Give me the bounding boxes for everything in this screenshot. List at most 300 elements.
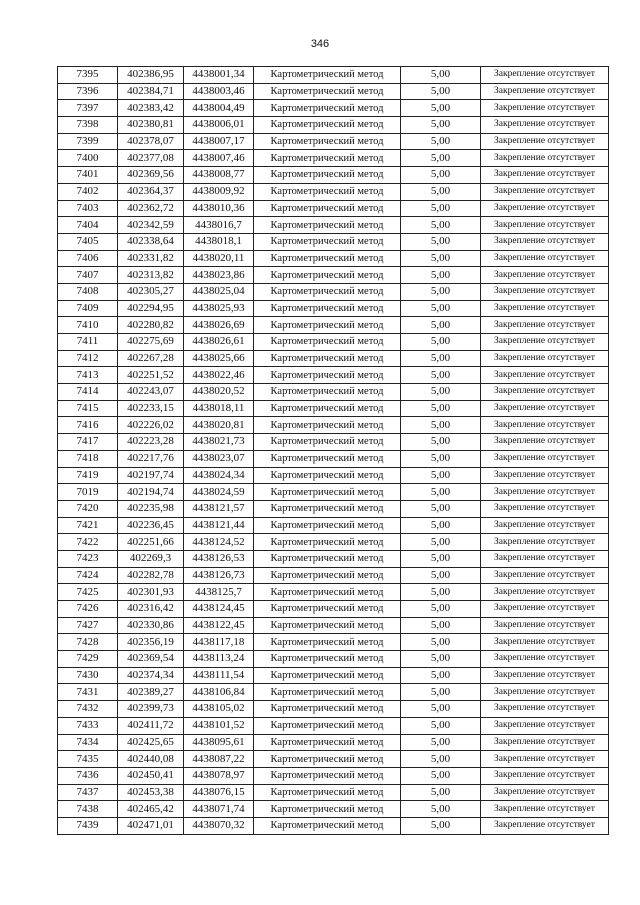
accuracy-cell: 5,00 [401,667,481,684]
method-cell: Картометрический метод [254,567,401,584]
table-row [58,117,609,134]
x-coordinate-cell: 402453,38 [118,784,184,801]
y-coordinate-cell: 4438010,36 [184,200,254,217]
table-row [58,267,609,284]
x-coordinate-cell: 402369,54 [118,651,184,668]
table-row [58,350,609,367]
table-row [58,100,609,117]
accuracy-cell: 5,00 [401,784,481,801]
method-cell: Картометрический метод [254,667,401,684]
table-row [58,617,609,634]
y-coordinate-cell: 4438020,11 [184,250,254,267]
x-coordinate-cell: 402235,98 [118,500,184,517]
point-number-cell: 7421 [58,517,118,534]
y-coordinate-cell: 4438101,52 [184,717,254,734]
fixation-cell: Закрепление отсутствует [481,167,609,184]
point-number-cell: 7402 [58,183,118,200]
y-coordinate-cell: 4438076,15 [184,784,254,801]
fixation-cell: Закрепление отсутствует [481,67,609,84]
fixation-cell: Закрепление отсутствует [481,350,609,367]
method-cell: Картометрический метод [254,334,401,351]
point-number-cell: 7419 [58,467,118,484]
fixation-cell: Закрепление отсутствует [481,651,609,668]
y-coordinate-cell: 4438023,07 [184,450,254,467]
y-coordinate-cell: 4438124,52 [184,534,254,551]
accuracy-cell: 5,00 [401,250,481,267]
fixation-cell: Закрепление отсутствует [481,634,609,651]
x-coordinate-cell: 402226,02 [118,417,184,434]
accuracy-cell: 5,00 [401,634,481,651]
point-number-cell: 7418 [58,450,118,467]
accuracy-cell: 5,00 [401,150,481,167]
accuracy-cell: 5,00 [401,334,481,351]
y-coordinate-cell: 4438124,45 [184,601,254,618]
x-coordinate-cell: 402384,71 [118,83,184,100]
y-coordinate-cell: 4438126,73 [184,567,254,584]
method-cell: Картометрический метод [254,684,401,701]
point-number-cell: 7427 [58,617,118,634]
point-number-cell: 7437 [58,784,118,801]
accuracy-cell: 5,00 [401,450,481,467]
fixation-cell: Закрепление отсутствует [481,534,609,551]
x-coordinate-cell: 402374,34 [118,667,184,684]
method-cell: Картометрический метод [254,250,401,267]
accuracy-cell: 5,00 [401,283,481,300]
x-coordinate-cell: 402356,19 [118,634,184,651]
method-cell: Картометрический метод [254,801,401,818]
method-cell: Картометрический метод [254,434,401,451]
y-coordinate-cell: 4438023,86 [184,267,254,284]
accuracy-cell: 5,00 [401,133,481,150]
accuracy-cell: 5,00 [401,651,481,668]
fixation-cell: Закрепление отсутствует [481,801,609,818]
y-coordinate-cell: 4438024,59 [184,484,254,501]
point-number-cell: 7019 [58,484,118,501]
y-coordinate-cell: 4438024,34 [184,467,254,484]
point-number-cell: 7404 [58,217,118,234]
point-number-cell: 7405 [58,233,118,250]
x-coordinate-cell: 402386,95 [118,67,184,84]
point-number-cell: 7434 [58,734,118,751]
table-row [58,667,609,684]
method-cell: Картометрический метод [254,534,401,551]
fixation-cell: Закрепление отсутствует [481,150,609,167]
method-cell: Картометрический метод [254,767,401,784]
fixation-cell: Закрепление отсутствует [481,584,609,601]
fixation-cell: Закрепление отсутствует [481,417,609,434]
method-cell: Картометрический метод [254,784,401,801]
point-number-cell: 7408 [58,283,118,300]
x-coordinate-cell: 402331,82 [118,250,184,267]
y-coordinate-cell: 4438095,61 [184,734,254,751]
point-number-cell: 7425 [58,584,118,601]
method-cell: Картометрический метод [254,217,401,234]
table-row [58,467,609,484]
method-cell: Картометрический метод [254,283,401,300]
table-row [58,717,609,734]
accuracy-cell: 5,00 [401,167,481,184]
accuracy-cell: 5,00 [401,100,481,117]
table-row [58,634,609,651]
fixation-cell: Закрепление отсутствует [481,617,609,634]
table-row [58,701,609,718]
y-coordinate-cell: 4438009,92 [184,183,254,200]
fixation-cell: Закрепление отсутствует [481,817,609,834]
y-coordinate-cell: 4438105,02 [184,701,254,718]
point-number-cell: 7401 [58,167,118,184]
method-cell: Картометрический метод [254,817,401,834]
table-row [58,684,609,701]
fixation-cell: Закрепление отсутствует [481,450,609,467]
accuracy-cell: 5,00 [401,217,481,234]
fixation-cell: Закрепление отсутствует [481,734,609,751]
table-row [58,567,609,584]
table-body [58,67,609,835]
method-cell: Картометрический метод [254,601,401,618]
table-row [58,601,609,618]
fixation-cell: Закрепление отсутствует [481,400,609,417]
method-cell: Картометрический метод [254,167,401,184]
y-coordinate-cell: 4438022,46 [184,367,254,384]
method-cell: Картометрический метод [254,117,401,134]
table-row [58,801,609,818]
point-number-cell: 7430 [58,667,118,684]
point-number-cell: 7436 [58,767,118,784]
fixation-cell: Закрепление отсутствует [481,751,609,768]
fixation-cell: Закрепление отсутствует [481,550,609,567]
fixation-cell: Закрепление отсутствует [481,701,609,718]
table-row [58,67,609,84]
method-cell: Картометрический метод [254,617,401,634]
y-coordinate-cell: 4438018,11 [184,400,254,417]
fixation-cell: Закрепление отсутствует [481,283,609,300]
method-cell: Картометрический метод [254,751,401,768]
accuracy-cell: 5,00 [401,500,481,517]
point-number-cell: 7422 [58,534,118,551]
table-row [58,167,609,184]
accuracy-cell: 5,00 [401,367,481,384]
point-number-cell: 7416 [58,417,118,434]
accuracy-cell: 5,00 [401,350,481,367]
table-row [58,534,609,551]
x-coordinate-cell: 402389,27 [118,684,184,701]
x-coordinate-cell: 402217,76 [118,450,184,467]
x-coordinate-cell: 402330,86 [118,617,184,634]
method-cell: Картометрический метод [254,467,401,484]
table-row [58,283,609,300]
table-row [58,784,609,801]
method-cell: Картометрический метод [254,67,401,84]
x-coordinate-cell: 402440,08 [118,751,184,768]
method-cell: Картометрический метод [254,484,401,501]
point-number-cell: 7415 [58,400,118,417]
accuracy-cell: 5,00 [401,417,481,434]
accuracy-cell: 5,00 [401,200,481,217]
y-coordinate-cell: 4438016,7 [184,217,254,234]
method-cell: Картометрический метод [254,267,401,284]
accuracy-cell: 5,00 [401,183,481,200]
fixation-cell: Закрепление отсутствует [481,217,609,234]
accuracy-cell: 5,00 [401,467,481,484]
point-number-cell: 7410 [58,317,118,334]
y-coordinate-cell: 4438113,24 [184,651,254,668]
table-row [58,367,609,384]
fixation-cell: Закрепление отсутствует [481,200,609,217]
y-coordinate-cell: 4438018,1 [184,233,254,250]
point-number-cell: 7439 [58,817,118,834]
method-cell: Картометрический метод [254,651,401,668]
fixation-cell: Закрепление отсутствует [481,467,609,484]
x-coordinate-cell: 402294,95 [118,300,184,317]
point-number-cell: 7428 [58,634,118,651]
point-number-cell: 7409 [58,300,118,317]
fixation-cell: Закрепление отсутствует [481,334,609,351]
fixation-cell: Закрепление отсутствует [481,434,609,451]
point-number-cell: 7411 [58,334,118,351]
x-coordinate-cell: 402305,27 [118,283,184,300]
x-coordinate-cell: 402399,73 [118,701,184,718]
point-number-cell: 7414 [58,384,118,401]
fixation-cell: Закрепление отсутствует [481,317,609,334]
y-coordinate-cell: 4438070,32 [184,817,254,834]
y-coordinate-cell: 4438122,45 [184,617,254,634]
fixation-cell: Закрепление отсутствует [481,667,609,684]
method-cell: Картометрический метод [254,701,401,718]
fixation-cell: Закрепление отсутствует [481,117,609,134]
x-coordinate-cell: 402342,59 [118,217,184,234]
y-coordinate-cell: 4438004,49 [184,100,254,117]
y-coordinate-cell: 4438007,17 [184,133,254,150]
fixation-cell: Закрепление отсутствует [481,500,609,517]
accuracy-cell: 5,00 [401,617,481,634]
y-coordinate-cell: 4438025,04 [184,283,254,300]
x-coordinate-cell: 402383,42 [118,100,184,117]
method-cell: Картометрический метод [254,350,401,367]
point-number-cell: 7429 [58,651,118,668]
method-cell: Картометрический метод [254,584,401,601]
accuracy-cell: 5,00 [401,801,481,818]
x-coordinate-cell: 402380,81 [118,117,184,134]
x-coordinate-cell: 402411,72 [118,717,184,734]
method-cell: Картометрический метод [254,133,401,150]
point-number-cell: 7406 [58,250,118,267]
accuracy-cell: 5,00 [401,717,481,734]
x-coordinate-cell: 402251,52 [118,367,184,384]
point-number-cell: 7426 [58,601,118,618]
y-coordinate-cell: 4438008,77 [184,167,254,184]
x-coordinate-cell: 402280,82 [118,317,184,334]
accuracy-cell: 5,00 [401,400,481,417]
x-coordinate-cell: 402313,82 [118,267,184,284]
x-coordinate-cell: 402425,65 [118,734,184,751]
table-row [58,217,609,234]
table-row [58,400,609,417]
table-row [58,517,609,534]
fixation-cell: Закрепление отсутствует [481,100,609,117]
accuracy-cell: 5,00 [401,83,481,100]
fixation-cell: Закрепление отсутствует [481,517,609,534]
table-row [58,183,609,200]
y-coordinate-cell: 4438003,46 [184,83,254,100]
accuracy-cell: 5,00 [401,767,481,784]
table-row [58,317,609,334]
coordinates-table [57,66,609,835]
fixation-cell: Закрепление отсутствует [481,684,609,701]
point-number-cell: 7438 [58,801,118,818]
fixation-cell: Закрепление отсутствует [481,484,609,501]
method-cell: Картометрический метод [254,450,401,467]
method-cell: Картометрический метод [254,367,401,384]
y-coordinate-cell: 4438121,57 [184,500,254,517]
point-number-cell: 7398 [58,117,118,134]
accuracy-cell: 5,00 [401,550,481,567]
table-row [58,334,609,351]
fixation-cell: Закрепление отсутствует [481,601,609,618]
x-coordinate-cell: 402364,37 [118,183,184,200]
y-coordinate-cell: 4438111,54 [184,667,254,684]
y-coordinate-cell: 4438071,74 [184,801,254,818]
fixation-cell: Закрепление отсутствует [481,384,609,401]
x-coordinate-cell: 402471,01 [118,817,184,834]
fixation-cell: Закрепление отсутствует [481,717,609,734]
point-number-cell: 7412 [58,350,118,367]
accuracy-cell: 5,00 [401,317,481,334]
y-coordinate-cell: 4438020,81 [184,417,254,434]
table-row [58,384,609,401]
method-cell: Картометрический метод [254,200,401,217]
fixation-cell: Закрепление отсутствует [481,567,609,584]
table-row [58,83,609,100]
point-number-cell: 7400 [58,150,118,167]
point-number-cell: 7407 [58,267,118,284]
table-row [58,417,609,434]
table-row [58,751,609,768]
x-coordinate-cell: 402362,72 [118,200,184,217]
x-coordinate-cell: 402465,42 [118,801,184,818]
x-coordinate-cell: 402338,64 [118,233,184,250]
y-coordinate-cell: 4438106,84 [184,684,254,701]
table-row [58,500,609,517]
accuracy-cell: 5,00 [401,434,481,451]
y-coordinate-cell: 4438117,18 [184,634,254,651]
x-coordinate-cell: 402243,07 [118,384,184,401]
point-number-cell: 7397 [58,100,118,117]
fixation-cell: Закрепление отсутствует [481,267,609,284]
table-row [58,300,609,317]
accuracy-cell: 5,00 [401,684,481,701]
x-coordinate-cell: 402267,28 [118,350,184,367]
point-number-cell: 7435 [58,751,118,768]
method-cell: Картометрический метод [254,517,401,534]
table-row [58,484,609,501]
point-number-cell: 7417 [58,434,118,451]
accuracy-cell: 5,00 [401,300,481,317]
accuracy-cell: 5,00 [401,734,481,751]
x-coordinate-cell: 402450,41 [118,767,184,784]
accuracy-cell: 5,00 [401,67,481,84]
table-row [58,550,609,567]
table-row [58,233,609,250]
table-row [58,150,609,167]
point-number-cell: 7399 [58,133,118,150]
fixation-cell: Закрепление отсутствует [481,83,609,100]
method-cell: Картометрический метод [254,100,401,117]
x-coordinate-cell: 402251,66 [118,534,184,551]
x-coordinate-cell: 402301,93 [118,584,184,601]
point-number-cell: 7424 [58,567,118,584]
point-number-cell: 7431 [58,684,118,701]
y-coordinate-cell: 4438025,66 [184,350,254,367]
method-cell: Картометрический метод [254,83,401,100]
y-coordinate-cell: 4438026,61 [184,334,254,351]
accuracy-cell: 5,00 [401,267,481,284]
accuracy-cell: 5,00 [401,701,481,718]
x-coordinate-cell: 402269,3 [118,550,184,567]
accuracy-cell: 5,00 [401,517,481,534]
method-cell: Картометрический метод [254,550,401,567]
accuracy-cell: 5,00 [401,567,481,584]
table-row [58,250,609,267]
x-coordinate-cell: 402194,74 [118,484,184,501]
method-cell: Картометрический метод [254,417,401,434]
table-row [58,584,609,601]
accuracy-cell: 5,00 [401,584,481,601]
accuracy-cell: 5,00 [401,384,481,401]
method-cell: Картометрический метод [254,400,401,417]
fixation-cell: Закрепление отсутствует [481,784,609,801]
accuracy-cell: 5,00 [401,601,481,618]
method-cell: Картометрический метод [254,150,401,167]
y-coordinate-cell: 4438021,73 [184,434,254,451]
y-coordinate-cell: 4438001,34 [184,67,254,84]
method-cell: Картометрический метод [254,384,401,401]
x-coordinate-cell: 402369,56 [118,167,184,184]
point-number-cell: 7396 [58,83,118,100]
fixation-cell: Закрепление отсутствует [481,133,609,150]
point-number-cell: 7423 [58,550,118,567]
method-cell: Картометрический метод [254,300,401,317]
table-row [58,817,609,834]
fixation-cell: Закрепление отсутствует [481,767,609,784]
x-coordinate-cell: 402236,45 [118,517,184,534]
point-number-cell: 7420 [58,500,118,517]
fixation-cell: Закрепление отсутствует [481,250,609,267]
point-number-cell: 7403 [58,200,118,217]
x-coordinate-cell: 402316,42 [118,601,184,618]
table-row [58,133,609,150]
y-coordinate-cell: 4438078,97 [184,767,254,784]
y-coordinate-cell: 4438121,44 [184,517,254,534]
method-cell: Картометрический метод [254,500,401,517]
table-row [58,767,609,784]
y-coordinate-cell: 4438026,69 [184,317,254,334]
accuracy-cell: 5,00 [401,751,481,768]
method-cell: Картометрический метод [254,233,401,250]
method-cell: Картометрический метод [254,183,401,200]
table-row [58,434,609,451]
x-coordinate-cell: 402377,08 [118,150,184,167]
y-coordinate-cell: 4438025,93 [184,300,254,317]
accuracy-cell: 5,00 [401,817,481,834]
table-row [58,734,609,751]
x-coordinate-cell: 402197,74 [118,467,184,484]
x-coordinate-cell: 402282,78 [118,567,184,584]
table-row [58,200,609,217]
y-coordinate-cell: 4438125,7 [184,584,254,601]
x-coordinate-cell: 402275,69 [118,334,184,351]
accuracy-cell: 5,00 [401,233,481,250]
method-cell: Картометрический метод [254,634,401,651]
